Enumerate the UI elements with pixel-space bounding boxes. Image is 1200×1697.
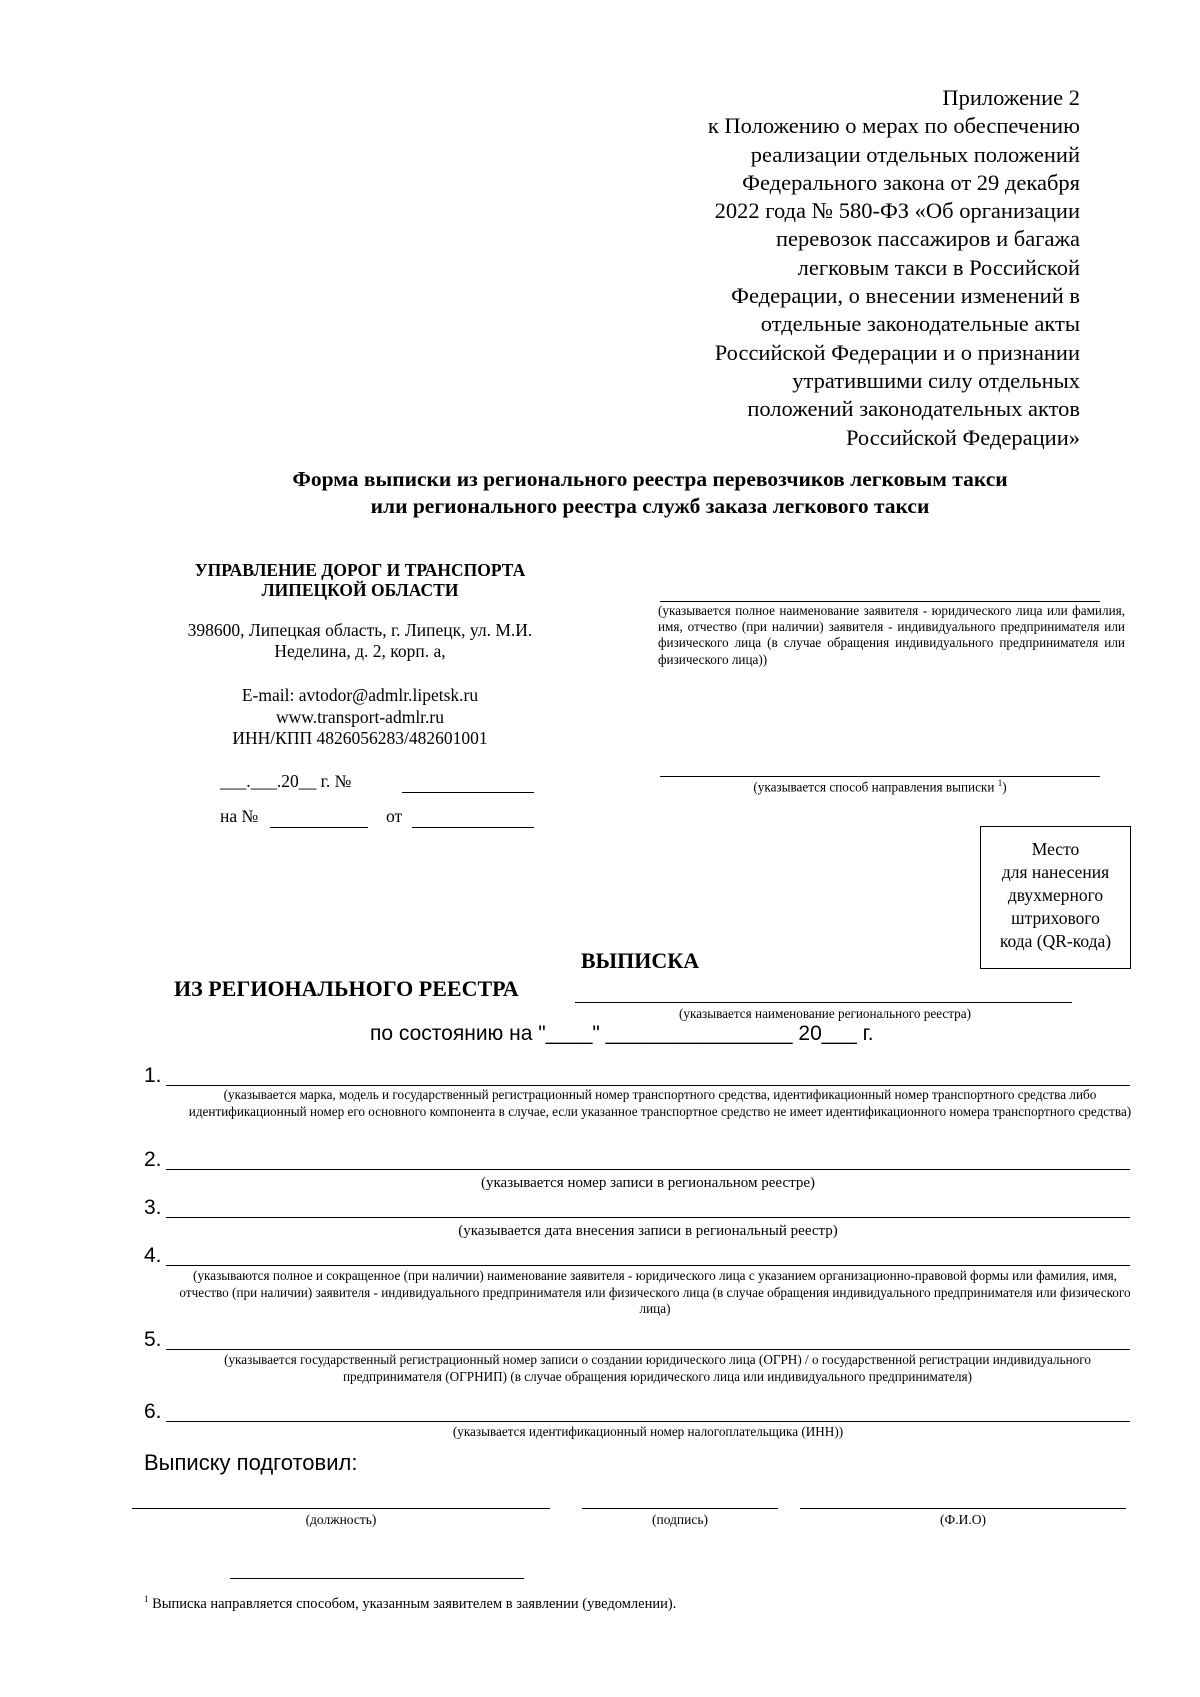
incoming-date-field[interactable] bbox=[412, 827, 534, 828]
footnote-text: Выписка направляется способом, указанным заявителем в заявлении (уведомлении). bbox=[148, 1595, 677, 1612]
item-number: 1. bbox=[144, 1064, 162, 1087]
outgoing-date-number bbox=[220, 771, 351, 792]
position-label: (должность) bbox=[305, 1512, 377, 1527]
item-3-note: (указывается дата внесения записи в региональный реестр) bbox=[458, 1223, 838, 1239]
footnote bbox=[144, 1594, 676, 1613]
incoming-number-label: на № bbox=[220, 806, 259, 826]
organization-block bbox=[160, 560, 560, 750]
appendix-line: реализации отдельных положений bbox=[750, 141, 1080, 167]
item-6-field[interactable] bbox=[166, 1421, 1130, 1422]
item-5-note: (указывается государственный регистрационный номер записи о создании юридического лица (ОГРН) / о государственной регистрации индивидуального предпринимателя (ОГРНИП) (в случае обращения юридического лица или индивидуального предпринимателя) bbox=[224, 1352, 1091, 1384]
delivery-method-field[interactable] bbox=[660, 776, 1100, 777]
footnote-separator bbox=[230, 1578, 524, 1579]
full-name-label: (Ф.И.О) bbox=[940, 1512, 986, 1527]
qr-box-line: для нанесения bbox=[1001, 862, 1110, 882]
footnote-marker: 1 bbox=[144, 1594, 149, 1604]
organization-address bbox=[160, 620, 560, 662]
organization-address-line-2: Неделина, д. 2, корп. а, bbox=[274, 641, 446, 661]
qr-box-line: двухмерного bbox=[1007, 885, 1104, 905]
form-title bbox=[150, 466, 1150, 520]
item-4-note: (указываются полное и сокращенное (при наличии) наименование заявителя - юридического лица с указанием организационно-правовой формы или фамилия, имя, отчество (при наличии) заявителя - индивидуального предпринимателя или физического лица (в случае обращения индивидуального предпринимателя или физического лица) bbox=[179, 1268, 1131, 1317]
item-3-field[interactable] bbox=[166, 1217, 1130, 1218]
appendix-line: отдельные законодательные акты bbox=[760, 311, 1080, 337]
outgoing-number-field[interactable] bbox=[402, 792, 534, 793]
delivery-method-note bbox=[660, 778, 1100, 795]
organization-inn-kpp: ИНН/КПП 4826056283/482601001 bbox=[232, 728, 488, 748]
incoming-reference bbox=[220, 806, 258, 827]
delivery-method-note-end: ) bbox=[1002, 779, 1007, 795]
item-number: 2. bbox=[144, 1148, 162, 1171]
item-5-field[interactable] bbox=[166, 1349, 1130, 1350]
registry-name-field[interactable] bbox=[575, 1002, 1072, 1003]
organization-contacts bbox=[160, 685, 560, 750]
organization-name bbox=[160, 560, 560, 600]
appendix-line: Приложение 2 bbox=[942, 85, 1080, 110]
form-title-line-2: или регионального реестра служб заказа легкового такси bbox=[370, 494, 930, 518]
position-field[interactable] bbox=[132, 1508, 550, 1509]
recipient-name-field[interactable] bbox=[660, 601, 1100, 602]
footnote-ref: 1 bbox=[997, 778, 1003, 788]
appendix-line: положений законодательных актов bbox=[747, 396, 1080, 422]
item-number: 3. bbox=[144, 1196, 162, 1219]
appendix-line: Федерального закона от 29 декабря bbox=[742, 169, 1080, 195]
appendix-line: 2022 года № 580-ФЗ «Об организации bbox=[714, 198, 1080, 224]
item-1-field[interactable] bbox=[166, 1085, 1130, 1086]
appendix-line: утратившими силу отдельных bbox=[792, 367, 1080, 393]
qr-box-line: Место bbox=[1031, 839, 1080, 859]
appendix-line: Федерации, о внесении изменений в bbox=[731, 283, 1080, 309]
qr-box-line: кода (QR-кода) bbox=[999, 931, 1112, 951]
outgoing-date-label: ___.___.20__ г. № bbox=[220, 771, 352, 791]
appendix-line: легковым такси в Российской bbox=[797, 254, 1080, 280]
organization-name-line-2: ЛИПЕЦКОЙ ОБЛАСТИ bbox=[261, 580, 459, 600]
item-2-note: (указывается номер записи в региональном реестре) bbox=[480, 1175, 815, 1191]
appendix-header bbox=[560, 84, 1080, 452]
item-number: 5. bbox=[144, 1328, 162, 1351]
appendix-line: Российской Федерации и о признании bbox=[714, 339, 1080, 365]
signature-label: (подпись) bbox=[651, 1512, 709, 1527]
item-number: 4. bbox=[144, 1244, 162, 1267]
full-name-field[interactable] bbox=[800, 1508, 1126, 1509]
prepared-by-label: Выписку подготовил: bbox=[144, 1450, 358, 1475]
incoming-number-field[interactable] bbox=[270, 827, 368, 828]
recipient-note: (указывается полное наименование заявителя - юридического лица или фамилия, имя, отчество (при наличии) заявителя - индивидуального предпринимателя или физического лица (в случае обращения индивидуального предпринимателя или физического лица)) bbox=[658, 603, 1125, 667]
status-date: по состоянию на "____" ________________ 20___ г. bbox=[370, 1022, 874, 1045]
item-1-note: (указывается марка, модель и государственный регистрационный номер транспортного средства, идентификационный номер транспортного средства либо идентификационный номер его основного компонента в случае, если указанное транспортное средство не имеет идентификационного номера транспортного средства) bbox=[188, 1087, 1132, 1119]
registry-name-note: (указывается наименование регионального реестра) bbox=[679, 1006, 971, 1021]
appendix-line: перевозок пассажиров и багажа bbox=[776, 226, 1080, 252]
organization-name-line-1: УПРАВЛЕНИЕ ДОРОГ И ТРАНСПОРТА bbox=[194, 560, 526, 580]
qr-code-placeholder bbox=[980, 826, 1131, 969]
registry-label: ИЗ РЕГИОНАЛЬНОГО РЕЕСТРА bbox=[174, 976, 519, 1001]
item-2-field[interactable] bbox=[166, 1169, 1130, 1170]
organization-website: www.transport-admlr.ru bbox=[276, 706, 444, 727]
signature-field[interactable] bbox=[582, 1508, 778, 1509]
extract-title: ВЫПИСКА bbox=[580, 948, 700, 973]
organization-address-line-1: 398600, Липецкая область, г. Липецк, ул. М.И. bbox=[187, 620, 533, 640]
item-4-field[interactable] bbox=[166, 1265, 1130, 1266]
appendix-line: к Положению о мерах по обеспечению bbox=[707, 113, 1080, 139]
item-number: 6. bbox=[144, 1400, 162, 1423]
organization-email: E-mail: avtodor@admlr.lipetsk.ru bbox=[241, 685, 479, 705]
appendix-line: Российской Федерации» bbox=[845, 424, 1080, 450]
qr-box-line: штрихового bbox=[1011, 908, 1100, 928]
incoming-date-label: от bbox=[386, 806, 403, 826]
form-title-line-1: Форма выписки из регионального реестра перевозчиков легковым такси bbox=[292, 467, 1008, 491]
delivery-method-note-text: (указывается способ направления выписки bbox=[753, 779, 998, 795]
item-6-note: (указывается идентификационный номер налогоплательщика (ИНН)) bbox=[452, 1424, 844, 1439]
